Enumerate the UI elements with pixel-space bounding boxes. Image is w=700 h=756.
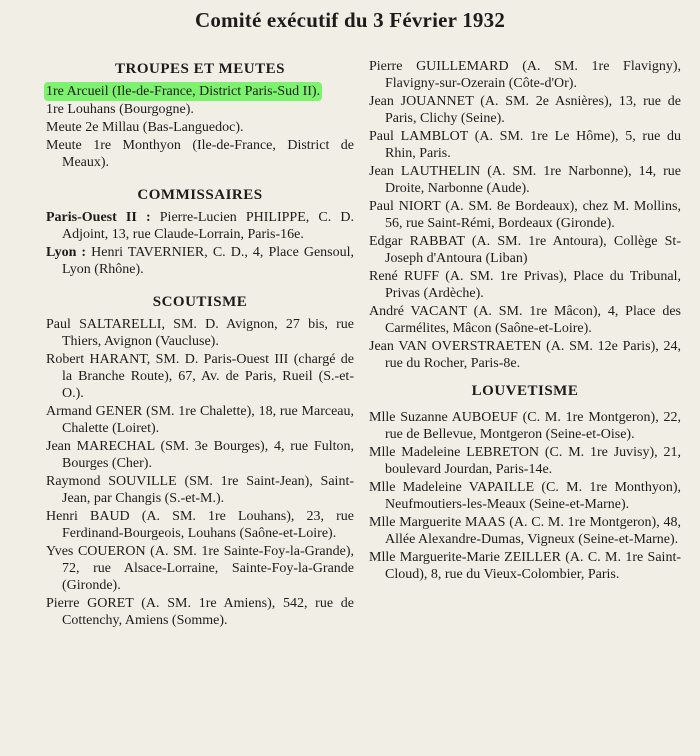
list-entry: Mlle Suzanne AUBOEUF (C. M. 1re Montgeron), 22, rue de Bellevue, Montgeron (Seine-et-Oise). xyxy=(369,410,681,442)
list-entry: Meute 1re Monthyon (Ile-de-France, District de Meaux). xyxy=(46,138,354,170)
section-heading: COMMISSAIRES xyxy=(137,187,263,203)
list-entry: Edgar RABBAT (A. SM. 1re Antoura), Collège St-Joseph d'Antoura (Liban) xyxy=(369,234,681,266)
list-entry: Pierre GORET (A. SM. 1re Amiens), 542, rue de Cottenchy, Amiens (Somme). xyxy=(46,596,354,628)
list-entry: Pierre GUILLEMARD (A. SM. 1re Flavigny), Flavigny-sur-Ozerain (Côte-d'Or). xyxy=(369,59,681,91)
list-entry: Mlle Madeleine LEBRETON (C. M. 1re Juvisy), 21, boulevard Jourdan, Paris-14e. xyxy=(369,445,681,477)
list-entry: René RUFF (A. SM. 1re Privas), Place du Tribunal, Privas (Ardèche). xyxy=(369,269,681,301)
list-entry: Mlle Madeleine VAPAILLE (C. M. 1re Monthyon), Neufmoutiers-les-Meaux (Seine-et-Marne). xyxy=(369,480,681,512)
list-entry: André VACANT (A. SM. 1re Mâcon), 4, Place des Carmélites, Mâcon (Saône-et-Loire). xyxy=(369,304,681,336)
list-entry xyxy=(46,244,354,278)
section-scoutisme xyxy=(46,293,354,629)
entry-district: Lyon : xyxy=(46,245,87,260)
section-heading: TROUPES ET MEUTES xyxy=(115,61,285,77)
list-entry: Yves COUERON (A. SM. 1re Sainte-Foy-la-Grande), 72, rue Alsace-Lorraine, Sainte-Foy-la-Grande (Gironde). xyxy=(46,544,354,593)
entry-text: Pierre-Lucien PHILIPPE, C. D. Adjoint, 13, rue Claude-Lorrain, Paris-16e. xyxy=(62,210,355,242)
section-scoutisme-continued xyxy=(369,58,681,372)
left-column xyxy=(46,58,354,630)
list-entry: Henri BAUD (A. SM. 1re Louhans), 23, rue Ferdinand-Bourgeois, Louhans (Saône-et-Loire). xyxy=(46,509,354,541)
section-commissaires xyxy=(46,186,354,278)
section-heading: LOUVETISME xyxy=(471,383,579,399)
list-entry: Armand GENER (SM. 1re Chalette), 18, rue Marceau, Chalette (Loiret). xyxy=(46,404,354,436)
section-heading: SCOUTISME xyxy=(152,294,248,310)
list-entry xyxy=(46,83,354,100)
list-entry: Jean JOUANNET (A. SM. 2e Asnières), 13, rue de Paris, Clichy (Seine). xyxy=(369,94,681,126)
list-entry: Paul NIORT (A. SM. 8e Bordeaux), chez M. Mollins, 56, rue Saint-Rémi, Bordeaux (Gironde). xyxy=(369,199,681,231)
right-column xyxy=(369,58,681,584)
highlighted-text: 1re Arcueil (Ile-de-France, District Paris-Sud II). xyxy=(46,84,321,99)
list-entry: Paul SALTARELLI, SM. D. Avignon, 27 bis, rue Thiers, Avignon (Vaucluse). xyxy=(46,317,354,349)
list-entry: 1re Louhans (Bourgogne). xyxy=(46,102,194,117)
entry-district: Paris-Ouest II : xyxy=(46,210,151,225)
list-entry: Meute 2e Millau (Bas-Languedoc). xyxy=(46,120,244,135)
list-entry: Mlle Marguerite MAAS (A. C. M. 1re Montgeron), 48, Allée Alexandre-Dumas, Vigneux (Seine-et-Marne). xyxy=(369,515,681,547)
entry-text: Henri TAVERNIER, C. D., 4, Place Gensoul, Lyon (Rhône). xyxy=(62,245,355,277)
list-entry: Mlle Marguerite-Marie ZEILLER (A. C. M. 1re Saint-Cloud), 8, rue du Vieux-Colombier, Paris. xyxy=(369,550,681,582)
list-entry: Jean VAN OVERSTRAETEN (A. SM. 12e Paris), 24, rue du Rocher, Paris-8e. xyxy=(369,339,681,371)
section-louvetisme xyxy=(369,382,681,583)
section-troupes xyxy=(46,60,354,171)
page-title: Comité exécutif du 3 Février 1932 xyxy=(194,8,506,32)
list-entry: Paul LAMBLOT (A. SM. 1re Le Hôme), 5, rue du Rhin, Paris. xyxy=(369,129,681,161)
list-entry: Robert HARANT, SM. D. Paris-Ouest III (chargé de la Branche Route), 67, Av. de Paris, Rueil (S.-et-O.). xyxy=(46,352,354,401)
list-entry: Raymond SOUVILLE (SM. 1re Saint-Jean), Saint-Jean, par Changis (S.-et-M.). xyxy=(46,474,354,506)
list-entry: Jean LAUTHELIN (A. SM. 1re Narbonne), 14, rue Droite, Narbonne (Aude). xyxy=(369,164,681,196)
list-entry xyxy=(46,209,354,243)
list-entry: Jean MARECHAL (SM. 3e Bourges), 4, rue Fulton, Bourges (Cher). xyxy=(46,439,354,471)
